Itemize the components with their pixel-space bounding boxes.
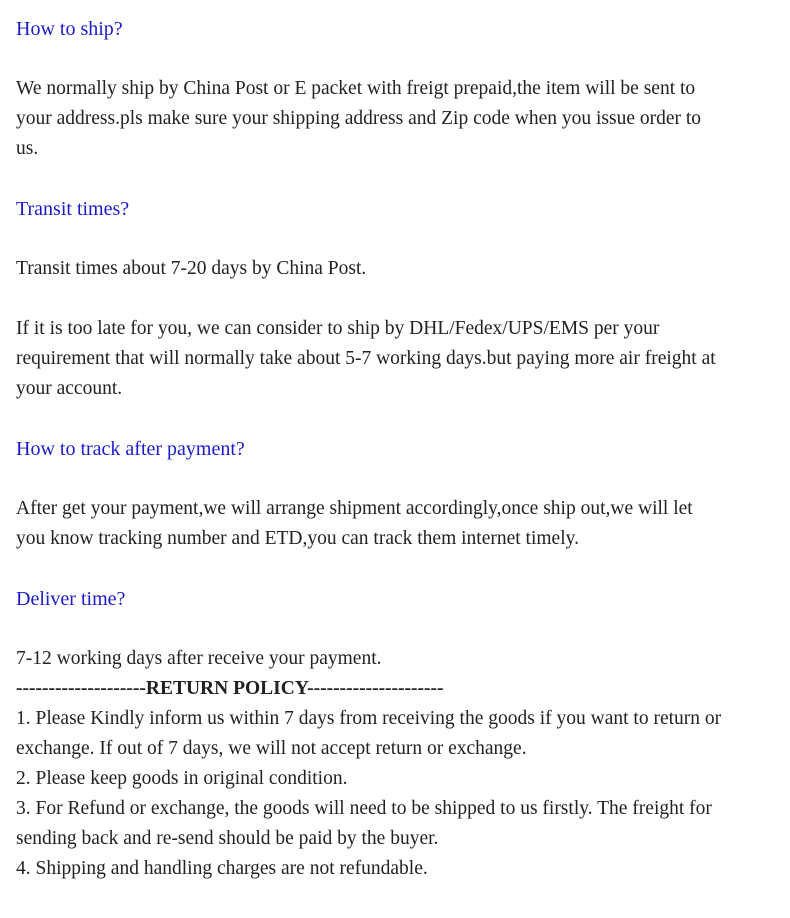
ship-text-line: us. (16, 138, 39, 159)
return-policy-line: exchange. If out of 7 days, we will not accept return or exchange. (16, 738, 527, 759)
track-after-payment-heading: How to track after payment? (16, 438, 245, 460)
track-text-line: After get your payment,we will arrange shipment accordingly,once ship out,we will let (16, 498, 693, 519)
transit-times-heading: Transit times? (16, 198, 130, 220)
transit-text-line: Transit times about 7-20 days by China Post. (16, 258, 367, 279)
deliver-text-line: 7-12 working days after receive your payment. (16, 648, 382, 669)
return-policy-line: sending back and re-send should be paid by the buyer. (16, 828, 439, 849)
return-policy-line: 2. Please keep goods in original condition. (16, 768, 348, 789)
return-policy-line: 1. Please Kindly inform us within 7 days from receiving the goods if you want to return or (16, 708, 722, 729)
return-policy-line: 3. For Refund or exchange, the goods will need to be shipped to us firstly. The freight for (16, 798, 712, 819)
transit-text-line: your account. (16, 378, 123, 399)
ship-text-line: We normally ship by China Post or E packet with freigt prepaid,the item will be sent to (16, 78, 696, 99)
deliver-time-heading: Deliver time? (16, 588, 126, 610)
transit-text-line: requirement that will normally take about 5-7 working days.but paying more air freight at (16, 348, 716, 369)
return-policy-title: --------------------RETURN POLICY--------------------- (16, 678, 444, 699)
ship-text-line: your address.pls make sure your shipping address and Zip code when you issue order to (16, 108, 702, 129)
how-to-ship-heading: How to ship? (16, 18, 123, 40)
return-policy-line: 4. Shipping and handling charges are not refundable. (16, 858, 428, 879)
track-text-line: you know tracking number and ETD,you can track them internet timely. (16, 528, 579, 549)
transit-text-line: If it is too late for you, we can consider to ship by DHL/Fedex/UPS/EMS per your (16, 318, 660, 339)
